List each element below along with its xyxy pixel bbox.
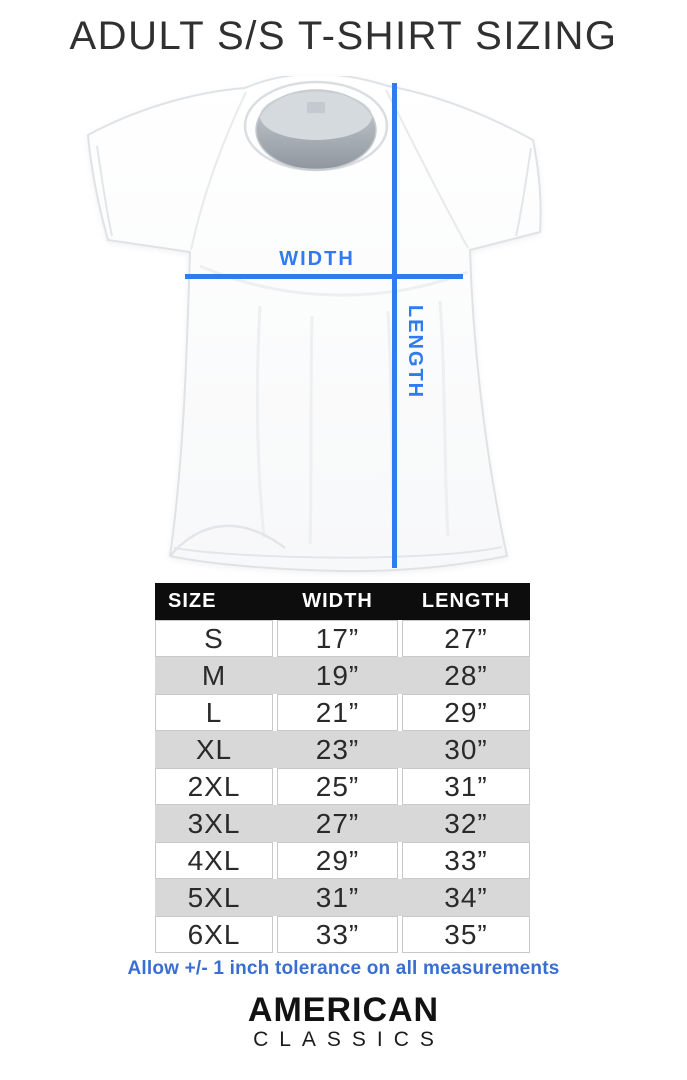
- collar: [245, 82, 387, 170]
- cell-size: M: [201, 659, 227, 691]
- size-table: [155, 583, 530, 953]
- table-row: [155, 916, 530, 953]
- cell-length: 28”: [444, 659, 488, 691]
- table-row: [155, 657, 530, 694]
- tolerance-note: Allow +/- 1 inch tolerance on all measurements: [127, 958, 560, 979]
- cell-width: 33”: [277, 916, 398, 953]
- size-table-body: [155, 620, 530, 953]
- header-length: LENGTH: [421, 590, 511, 612]
- cell-size: 3XL: [187, 807, 241, 839]
- cell-length: 34”: [444, 881, 488, 913]
- cell-width: 29”: [277, 842, 398, 879]
- tshirt-photo: [50, 76, 640, 581]
- table-row: [155, 879, 530, 916]
- length-measure-line: [392, 83, 397, 568]
- cell-size: 5XL: [187, 881, 241, 913]
- cell-length: 27”: [402, 620, 530, 657]
- table-row: [155, 731, 530, 768]
- table-row: [155, 805, 530, 842]
- cell-length: 33”: [402, 842, 530, 879]
- table-row: [155, 694, 530, 731]
- cell-size: 2XL: [155, 768, 273, 805]
- cell-width: 25”: [277, 768, 398, 805]
- brand-name-top: AMERICAN: [247, 991, 440, 1029]
- table-row: [155, 842, 530, 879]
- size-table-header: [155, 583, 530, 620]
- cell-width: 19”: [315, 659, 360, 691]
- cell-width: 23”: [315, 733, 360, 765]
- cell-size: 6XL: [155, 916, 273, 953]
- width-measure-line: [185, 274, 463, 279]
- cell-size: S: [155, 620, 273, 657]
- cell-width: 17”: [277, 620, 398, 657]
- cell-length: 35”: [402, 916, 530, 953]
- cell-length: 29”: [402, 694, 530, 731]
- cell-length: 32”: [444, 807, 488, 839]
- page-title: ADULT S/S T-SHIRT SIZING: [69, 14, 618, 58]
- table-row: [155, 768, 530, 805]
- tshirt-illustration: [50, 76, 640, 581]
- table-row: [155, 620, 530, 657]
- cell-size: XL: [195, 733, 233, 765]
- cell-length: 31”: [402, 768, 530, 805]
- header-size: SIZE: [168, 590, 217, 612]
- length-label: LENGTH: [404, 304, 426, 400]
- width-label: WIDTH: [279, 248, 355, 270]
- brand-logo: [0, 992, 687, 1052]
- header-width: WIDTH: [302, 590, 373, 612]
- cell-length: 30”: [444, 733, 488, 765]
- cell-size: L: [155, 694, 273, 731]
- cell-size: 4XL: [155, 842, 273, 879]
- cell-width: 27”: [315, 807, 360, 839]
- brand-name-bottom: CLASSICS: [253, 1028, 445, 1051]
- cell-width: 31”: [315, 881, 360, 913]
- cell-width: 21”: [277, 694, 398, 731]
